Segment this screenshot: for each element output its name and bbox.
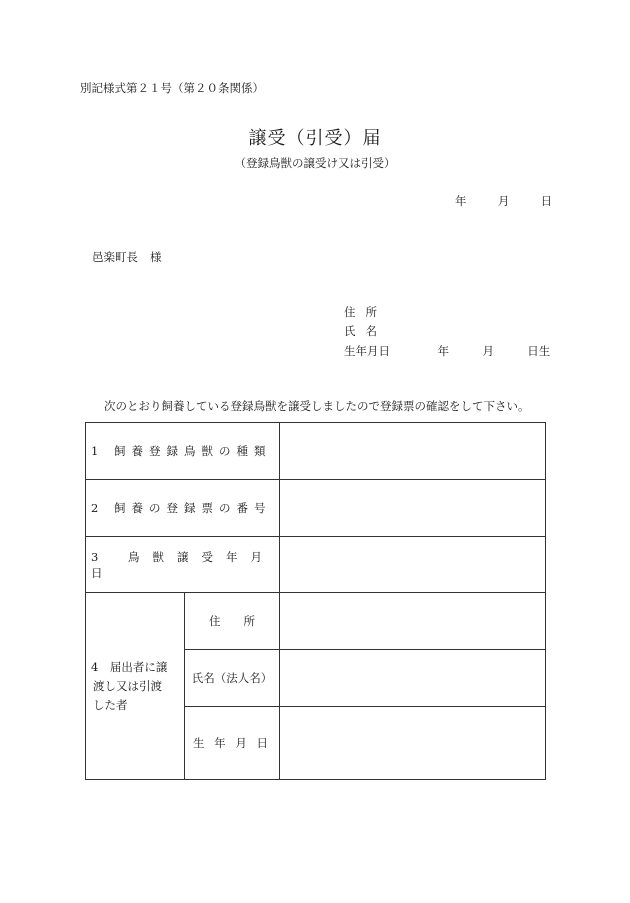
applicant-birth-day: 日生 — [527, 344, 551, 358]
row2-label-cell — [86, 480, 280, 537]
notification-table — [85, 422, 546, 780]
document-title: 譲受（引受）届 — [248, 128, 382, 149]
submission-date — [455, 193, 552, 209]
sub-name-label-cell — [185, 650, 280, 707]
addressee — [92, 249, 162, 265]
row2-value-cell[interactable] — [280, 480, 546, 537]
date-month-label: 月 — [497, 194, 510, 208]
document-subtitle: （登録鳥獣の譲受け又は引受） — [234, 156, 396, 170]
row4-label — [91, 658, 167, 715]
applicant-address-label: 住所 — [344, 305, 387, 319]
row3-label-cell — [86, 537, 280, 593]
sub-birth-label-cell — [185, 707, 280, 780]
date-year-label: 年 — [455, 194, 467, 208]
applicant-birth-label: 生年月日 — [344, 344, 390, 358]
row4-label-cell — [86, 593, 185, 780]
addressee-honorific: 様 — [150, 250, 162, 264]
sub-name-label: 氏名（法人名） — [191, 671, 273, 685]
applicant-birth-row — [344, 343, 550, 359]
row2-label: 2 飼養の登録票の番号 — [91, 501, 272, 515]
applicant-birth-year: 年 — [437, 344, 450, 358]
sub-address-value-cell[interactable] — [280, 593, 546, 650]
sub-name-value-cell[interactable] — [280, 650, 546, 707]
row1-label: 1 飼養登録鳥獣の種類 — [91, 444, 272, 458]
sub-address-label: 住 所 — [209, 614, 255, 628]
row4-label-line3: した者 — [93, 697, 128, 712]
sub-address-label-cell — [185, 593, 280, 650]
statement-text: 次のとおり飼養している登録鳥獣を譲受しましたので登録票の確認をして下さい。 — [104, 399, 530, 413]
row3-value-cell[interactable] — [280, 537, 546, 593]
applicant-name-label: 氏名 — [344, 324, 387, 338]
row4-label-line2: 渡し又は引渡 — [93, 678, 162, 693]
row3-label: 3 鳥獣譲受年月日 — [91, 549, 275, 580]
form-number: 別記様式第２１号（第２０条関係） — [80, 81, 264, 95]
date-day-label: 日 — [540, 194, 553, 208]
sub-birth-label: 生 年 月 日 — [193, 736, 271, 750]
row4-label-line1: 4 届出者に譲 — [91, 659, 168, 674]
row1-label-cell — [86, 423, 280, 480]
row1-value-cell[interactable] — [280, 423, 546, 480]
applicant-birth-month: 月 — [482, 344, 494, 358]
sub-birth-value-cell[interactable] — [280, 707, 546, 780]
addressee-name: 邑楽町長 — [92, 250, 138, 264]
